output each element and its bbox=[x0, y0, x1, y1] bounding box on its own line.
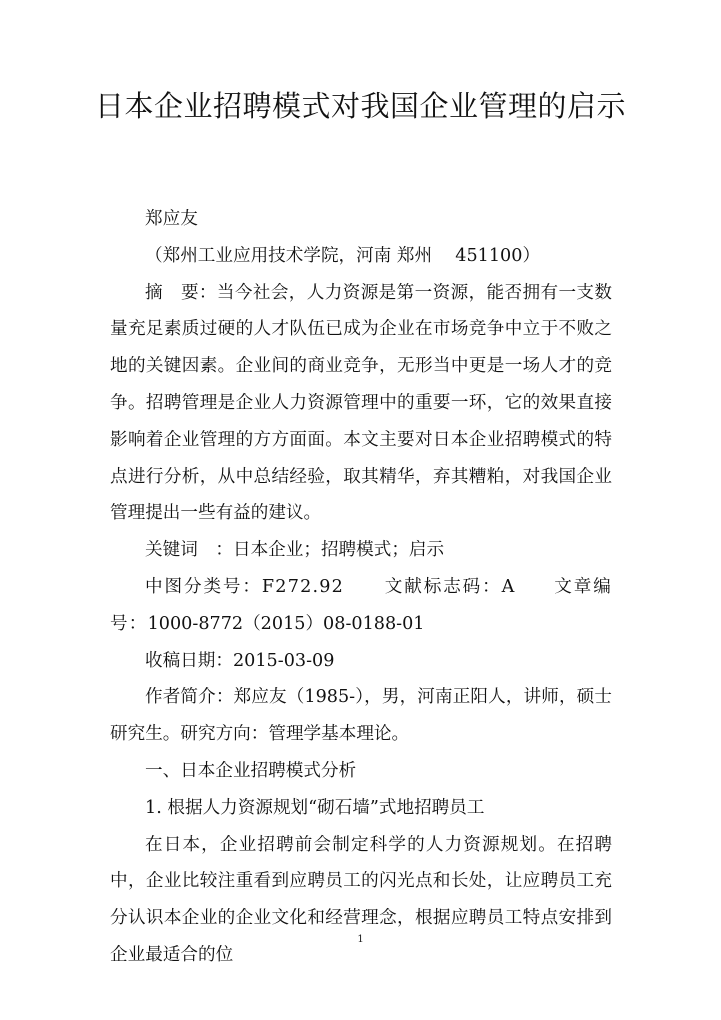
author-affiliation: （郑州工业应用技术学院，河南 郑州 451100） bbox=[145, 245, 541, 266]
page-number: 1 bbox=[357, 934, 364, 945]
abstract: 摘 要：当今社会，人力资源是第一资源，能否拥有一支数量充足素质过硬的人才队伍已成为企业在市场竞争中立于不败之地的关键因素。企业间的商业竞争，无形当中更是一场人才的竞争。招聘管理是企业人力资源管理中的重要一环，它的效果直接影响着企业管理的方方面面。本文主要对日本企业招聘模式的特点进行分析，从中总结经验，取其精华，弃其糟粕，对我国企业管理提出一些有益的建议。 bbox=[110, 282, 612, 524]
document-body bbox=[110, 201, 612, 974]
subsection-heading: 1. 根据人力资源规划“砌石墙”式地招聘员工 bbox=[145, 797, 485, 818]
author-bio: 作者简介：郑应友（1985-），男，河南正阳人，讲师，硕士研究生。研究方向：管理学基本理论。 bbox=[110, 687, 612, 745]
received-date: 收稿日期：2015-03-09 bbox=[145, 650, 335, 671]
body-paragraph: 在日本，企业招聘前会制定科学的人力资源规划。在招聘中，企业比较注重看到应聘员工的闪光点和长处，让应聘员工充分认识本企业的企业文化和经营理念，根据应聘员工特点安排到企业最适合的位 bbox=[110, 834, 612, 965]
doc-code-label: 文献标志码： bbox=[384, 576, 502, 597]
article-no-label: 文章编号： bbox=[110, 576, 612, 634]
author-name: 郑应友 bbox=[145, 209, 198, 229]
keywords: 关键词 ：日本企业；招聘模式；启示 bbox=[145, 540, 445, 561]
clc-value: F272.92 bbox=[261, 576, 345, 597]
doc-code-value: A bbox=[501, 576, 516, 597]
article-no-value: 1000-8772（2015）08-0188-01 bbox=[147, 613, 425, 634]
section-heading: 一、日本企业招聘模式分析 bbox=[145, 760, 357, 781]
clc-label: 中图分类号： bbox=[145, 576, 262, 597]
document-title: 日本企业招聘模式对我国企业管理的启示 bbox=[94, 89, 626, 123]
classification-line bbox=[110, 569, 612, 643]
